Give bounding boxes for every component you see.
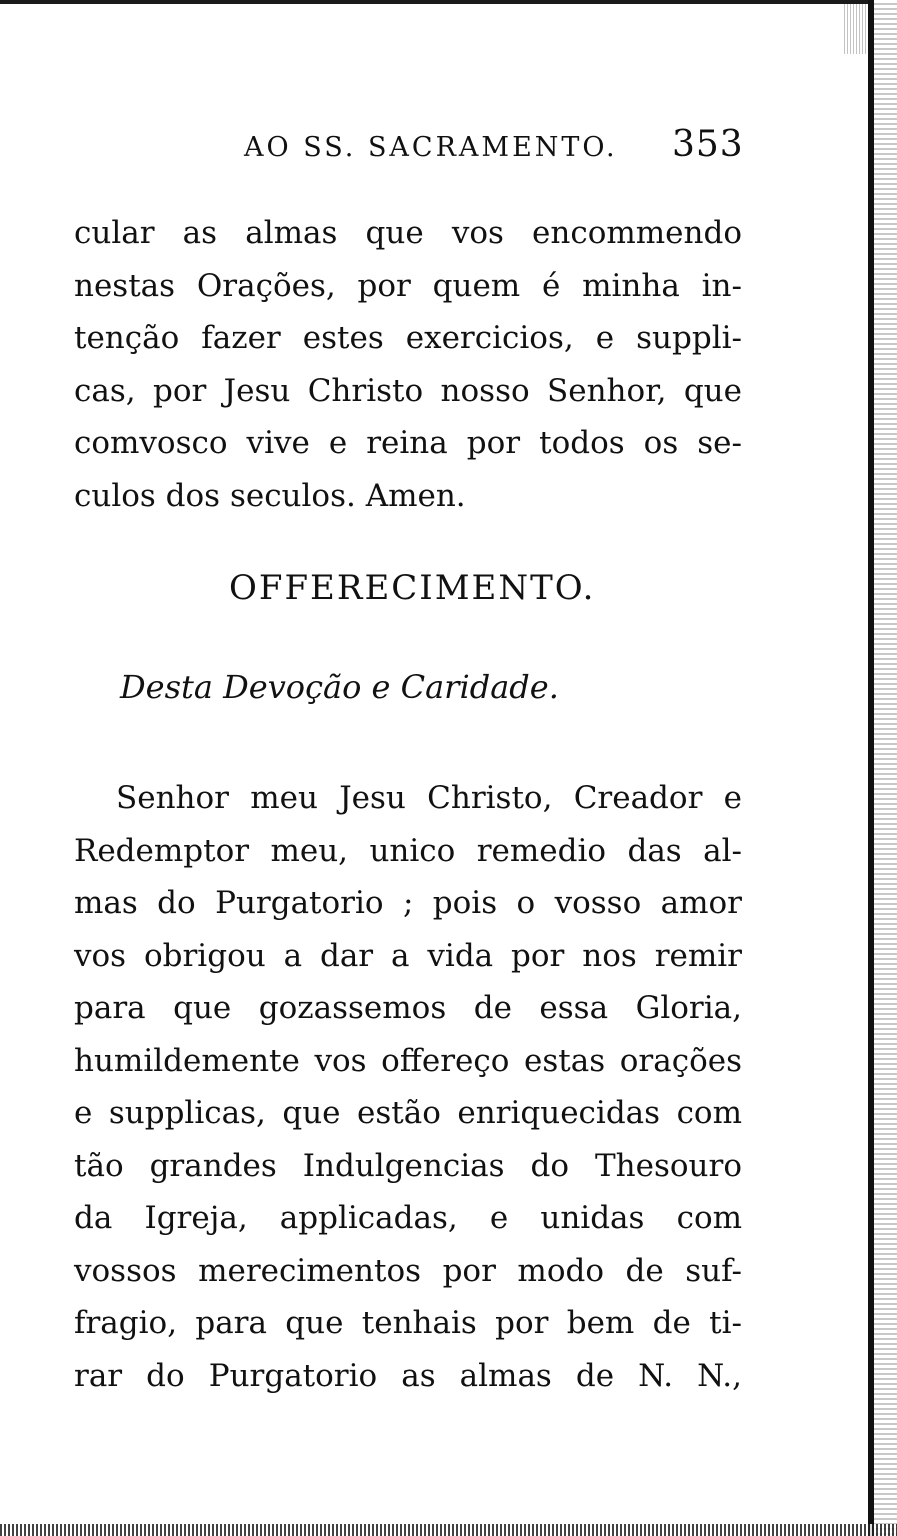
text-line: comvosco vive e reina por todos os se- <box>74 425 742 461</box>
text-line: e supplicas, que estão enriquecidas com <box>74 1095 742 1131</box>
scan-edge-top <box>0 0 897 4</box>
text-line: fragio, para que tenhais por bem de ti- <box>74 1305 742 1341</box>
text-line: culos dos seculos. Amen. <box>74 477 466 514</box>
text-line: Redemptor meu, unico remedio das al- <box>74 832 742 869</box>
text-line: vossos merecimentos por modo de suf- <box>74 1252 742 1289</box>
text-line: vos obrigou a dar a vida por nos remir <box>74 937 742 974</box>
text-line: mas do Purgatorio ; pois o vosso amor <box>74 885 742 921</box>
text-line: rar do Purgatorio as almas de N. N., <box>74 1357 742 1394</box>
paragraph-closing-prayer <box>74 207 742 522</box>
text-line: Senhor meu Jesu Christo, Creador e <box>116 780 742 816</box>
scan-edge-right <box>868 0 897 1536</box>
text-line: nestas Orações, por quem é minha in- <box>74 267 742 304</box>
page-header <box>0 118 868 168</box>
page-number: 353 <box>672 124 744 165</box>
text-line: cas, por Jesu Christo nosso Senhor, que <box>74 372 742 409</box>
text-line: humildemente vos offereço estas orações <box>74 1042 742 1079</box>
running-head: AO SS. SACRAMENTO. <box>244 132 618 163</box>
scan-edge-bottom <box>0 1524 897 1536</box>
text-line: tenção fazer estes exercicios, e suppli- <box>74 320 742 356</box>
section-title: OFFERECIMENTO. <box>229 568 596 608</box>
text-line: para que gozassemos de essa Gloria, <box>74 990 742 1026</box>
text-line: da Igreja, applicadas, e unidas com <box>74 1200 742 1236</box>
section-subtitle: Desta Devoção e Caridade. <box>120 668 559 706</box>
paragraph-offering <box>74 772 742 1402</box>
text-line: tão grandes Indulgencias do Thesouro <box>74 1147 742 1184</box>
text-line: cular as almas que vos encommendo <box>74 215 742 251</box>
